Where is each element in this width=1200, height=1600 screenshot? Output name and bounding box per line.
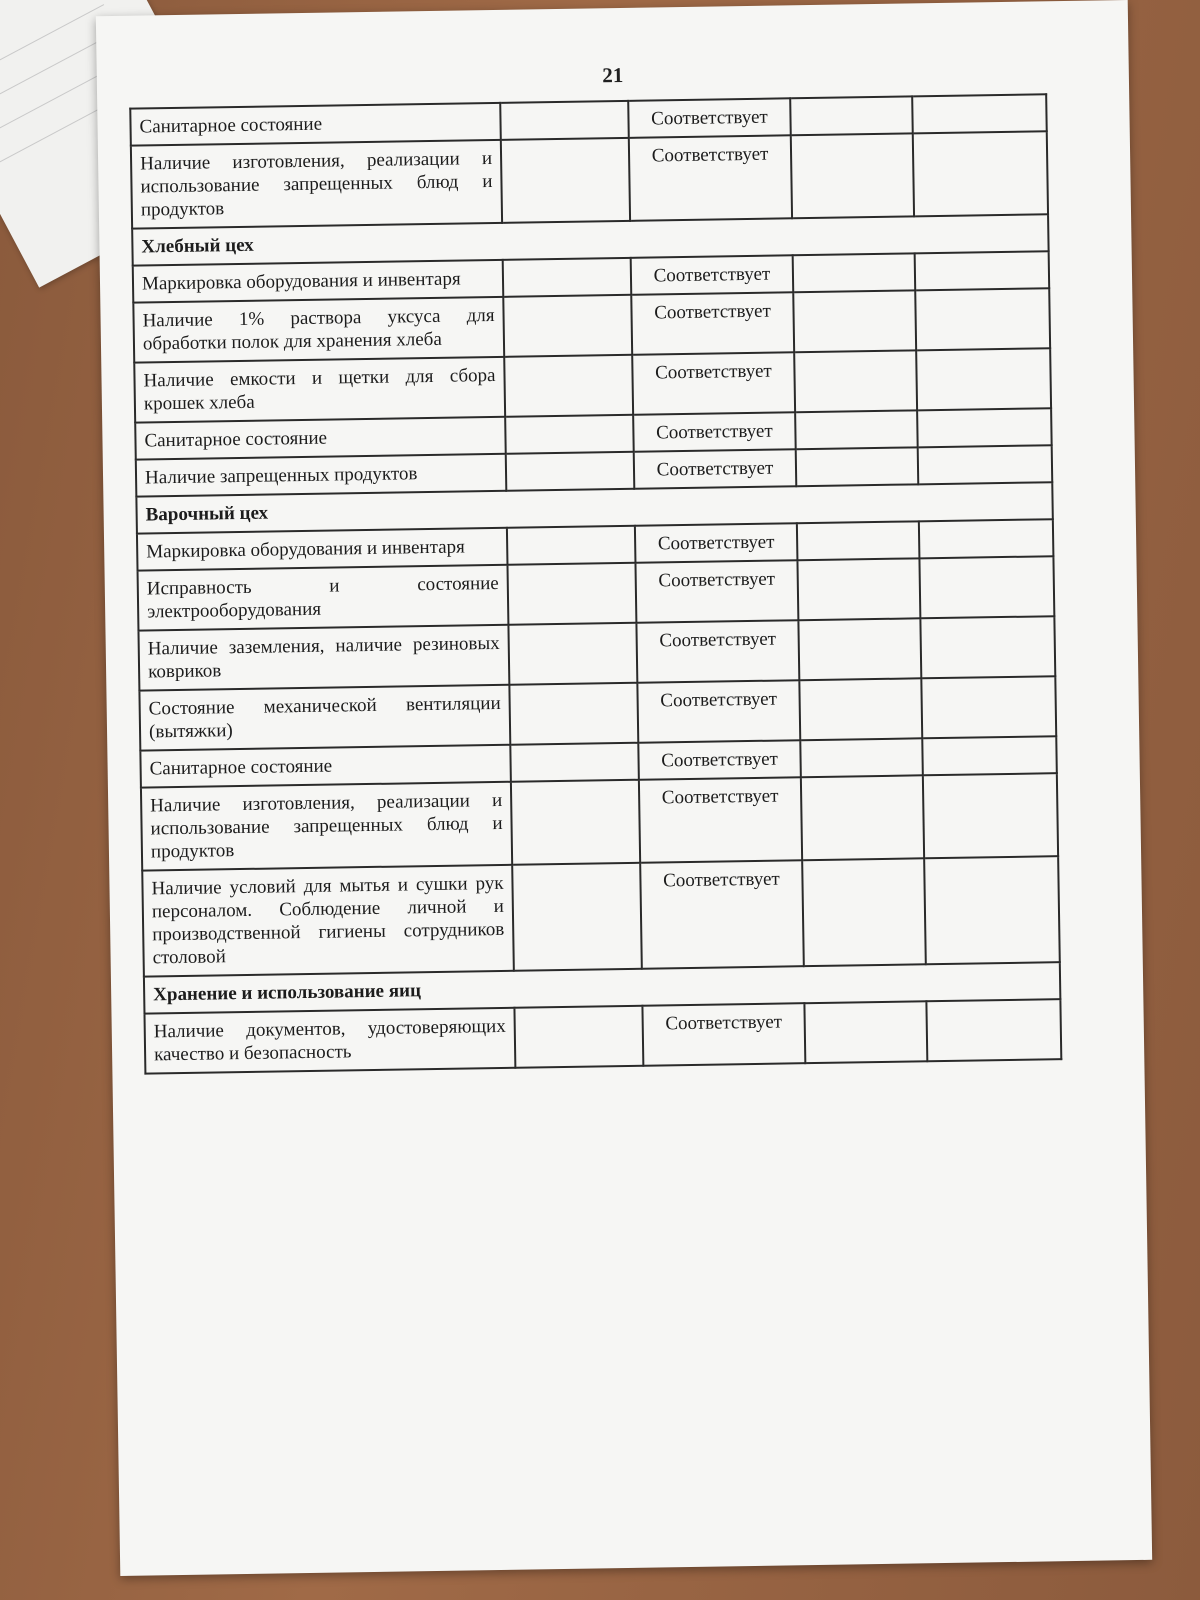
checklist-item-label: Наличие 1% раствора уксуса для обработки полок для хранения хлеба: [133, 297, 504, 363]
status-cell: Соответствует: [635, 560, 798, 623]
empty-cell: [915, 251, 1050, 290]
status-cell: Соответствует: [634, 449, 797, 489]
checklist-item-label: Наличие изготовления, реализации и использование запрещенных блюд и продуктов: [131, 140, 502, 229]
empty-cell: [794, 350, 917, 412]
empty-cell: [915, 288, 1050, 350]
status-cell: Соответствует: [631, 292, 794, 355]
section-heading: Хранение и использование яиц: [144, 962, 1060, 1013]
checklist-item-label: Исправность и состояние электрооборудования: [138, 565, 509, 631]
empty-cell: [514, 1006, 643, 1068]
empty-cell: [923, 773, 1058, 858]
section-heading: Хлебный цех: [132, 214, 1048, 265]
status-cell: Соответствует: [637, 680, 800, 743]
empty-cell: [508, 623, 637, 685]
empty-cell: [916, 348, 1051, 410]
empty-cell: [511, 780, 640, 865]
table-row: [131, 131, 1048, 228]
empty-cell: [510, 743, 639, 782]
checklist-item-label: Санитарное состояние: [135, 417, 506, 460]
empty-cell: [504, 355, 633, 417]
empty-cell: [912, 94, 1047, 133]
empty-cell: [509, 683, 638, 745]
checklist-item-label: Наличие запрещенных продуктов: [136, 454, 507, 497]
empty-cell: [793, 290, 916, 352]
checklist-item-label: Наличие заземления, наличие резиновых ковриков: [138, 625, 509, 691]
checklist-item-label: Наличие документов, удостоверяющих качество и безопасность: [144, 1008, 515, 1074]
empty-cell: [501, 138, 630, 223]
empty-cell: [795, 410, 918, 449]
empty-cell: [913, 131, 1048, 216]
status-cell: Соответствует: [638, 740, 801, 780]
empty-cell: [800, 738, 923, 777]
empty-cell: [797, 558, 920, 620]
checklist-item-label: Маркировка оборудования и инвентаря: [137, 528, 508, 571]
empty-cell: [503, 258, 632, 297]
empty-cell: [919, 519, 1054, 558]
status-cell: Соответствует: [642, 1003, 805, 1066]
empty-cell: [920, 616, 1055, 678]
empty-cell: [926, 999, 1061, 1061]
status-cell: Соответствует: [629, 135, 792, 221]
empty-cell: [797, 521, 920, 560]
empty-cell: [801, 775, 924, 860]
empty-cell: [791, 133, 914, 218]
checklist-item-label: Состояние механической вентиляции (вытяжки): [139, 685, 510, 751]
status-cell: Соответствует: [635, 523, 798, 563]
empty-cell: [793, 253, 916, 292]
checklist-item-label: Наличие изготовления, реализации и использование запрещенных блюд и продуктов: [141, 782, 512, 871]
empty-cell: [507, 563, 636, 625]
empty-cell: [512, 863, 642, 971]
empty-cell: [796, 447, 919, 486]
status-cell: Соответствует: [633, 412, 796, 452]
page-number: 21: [602, 62, 624, 88]
checklist-item-label: Наличие емкости и щетки для сбора крошек хлеба: [134, 357, 505, 423]
empty-cell: [924, 856, 1060, 964]
status-cell: Соответствует: [639, 777, 802, 863]
status-cell: Соответствует: [636, 620, 799, 683]
document-page: [96, 0, 1152, 1576]
checklist-body: [130, 94, 1061, 1073]
empty-cell: [921, 676, 1056, 738]
empty-cell: [507, 526, 636, 565]
table-row: [142, 856, 1060, 976]
status-cell: Соответствует: [632, 352, 795, 415]
status-cell: Соответствует: [640, 860, 804, 969]
checklist-item-label: Санитарное состояние: [130, 103, 501, 146]
empty-cell: [799, 678, 922, 740]
checklist-item-label: Наличие условий для мытья и сушки рук персоналом. Соблюдение личной и производственной гигиены сотрудников столовой: [142, 865, 514, 977]
status-cell: Соответствует: [631, 255, 794, 295]
empty-cell: [503, 295, 632, 357]
empty-cell: [917, 408, 1052, 447]
inspection-checklist-table: [129, 93, 1062, 1074]
empty-cell: [790, 96, 913, 135]
checklist-item-label: Санитарное состояние: [140, 745, 511, 788]
section-heading: Варочный цех: [136, 482, 1052, 533]
empty-cell: [804, 1001, 927, 1063]
checklist-item-label: Маркировка оборудования и инвентаря: [133, 260, 504, 303]
empty-cell: [505, 415, 634, 454]
empty-cell: [918, 445, 1053, 484]
status-cell: Соответствует: [628, 98, 791, 138]
empty-cell: [500, 101, 629, 140]
empty-cell: [919, 556, 1054, 618]
empty-cell: [506, 452, 635, 491]
table-row: [141, 773, 1058, 870]
empty-cell: [798, 618, 921, 680]
empty-cell: [802, 858, 926, 966]
empty-cell: [922, 736, 1057, 775]
